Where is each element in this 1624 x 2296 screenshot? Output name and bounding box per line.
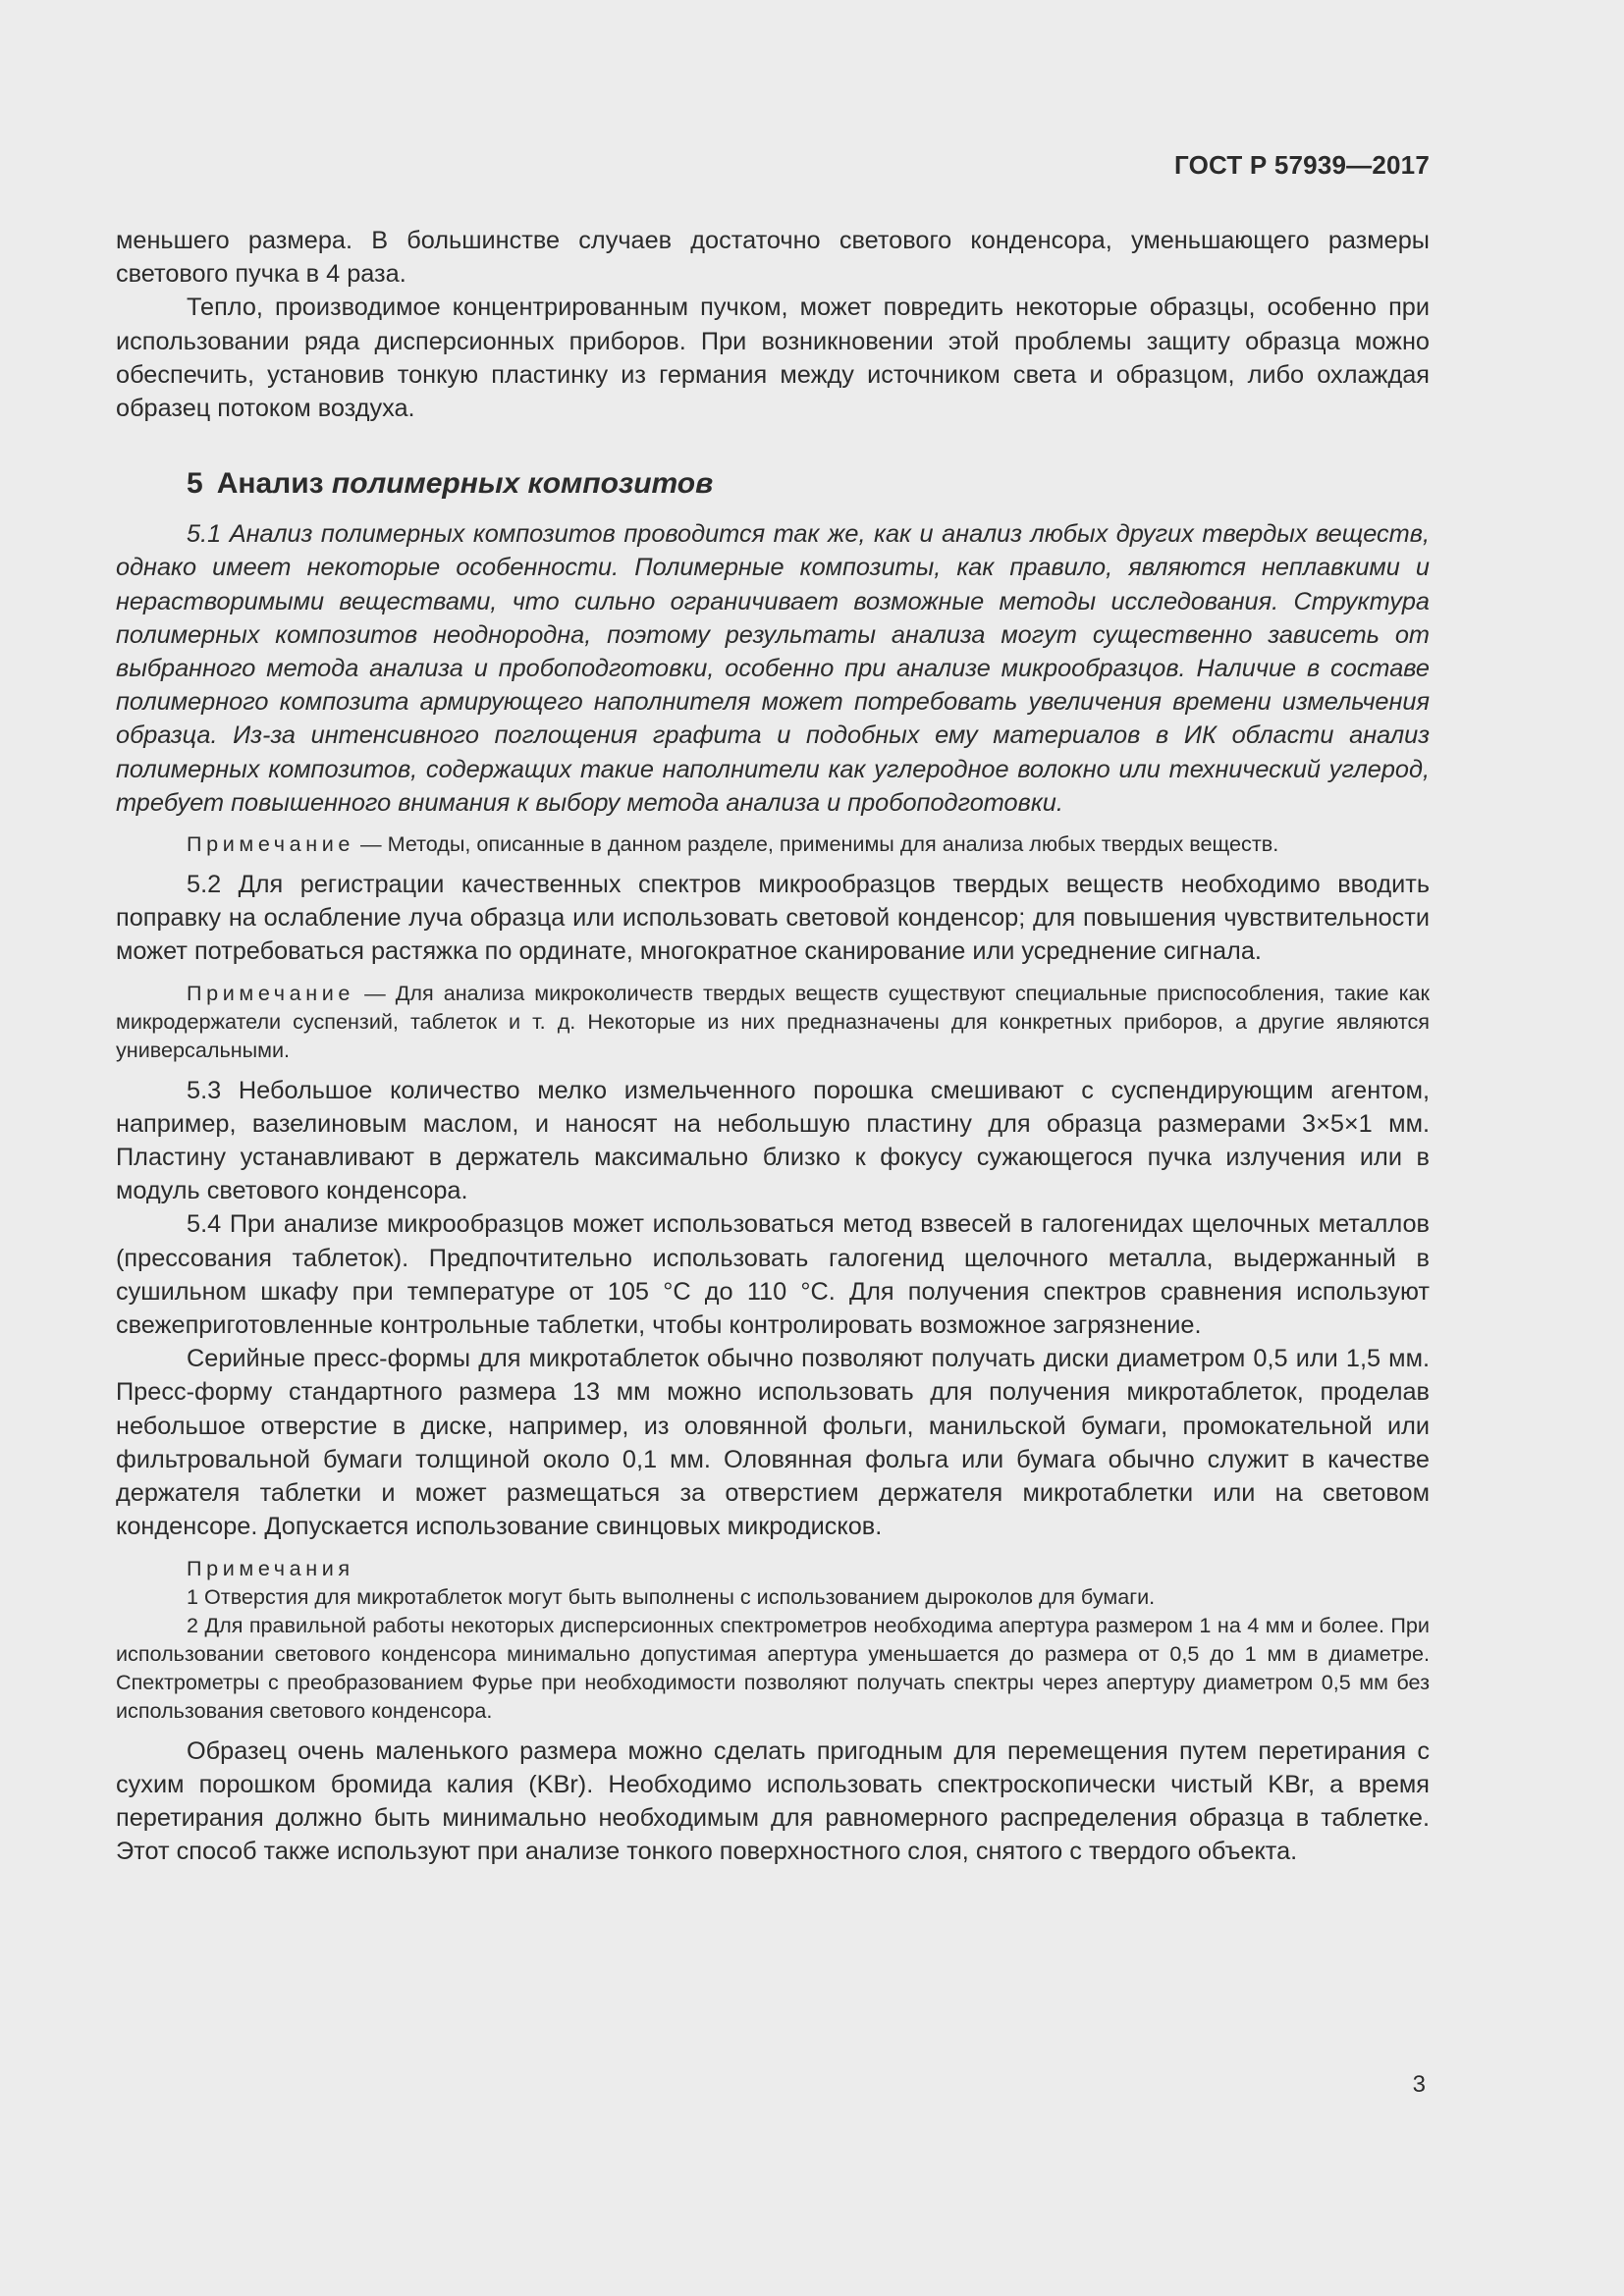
note-item-2: 2 Для правильной работы некоторых дисперсионных спектрометров необходима апертура размером 1 на 4 мм и более. При использовании светового конденсора минимально допустимая апертура уменьшается до размера от 0,5 до 1 мм в диаметре. Спектрометры с преобразованием Фурье при необходимости позволяют получать спектры через апертуру диаметром 0,5 мм без использования светового конденсора. <box>116 1612 1430 1723</box>
notes-block <box>116 1554 1430 1725</box>
document-id-header: ГОСТ Р 57939—2017 <box>1174 150 1430 180</box>
section-heading <box>116 464 1430 504</box>
clause-5-4-continued: Серийные пресс-формы для микротаблеток обычно позволяют получать диски диаметром 0,5 или 1,5 мм. Пресс-форму стандартного размера 13 мм можно использовать для получения микротаблеток, проделав небольшое отверстие в диске, например, из оловянной фольги, манильской бумаги, промокательной или фильтровальной бумаги толщиной около 0,1 мм. Оловянная фольга или бумага обычно служит в качестве держателя таблетки и может размещаться за отверстием держателя микротаблетки или на световом конденсоре. Допускается использование свинцовых микродисков. <box>116 1345 1430 1541</box>
section-title-plain: Анализ <box>216 467 324 501</box>
paragraph-continuation: меньшего размера. В большинстве случаев достаточно светового конденсора, уменьшающего размеры светового пучка в 4 раза. <box>116 227 1430 289</box>
paragraph-heat: Тепло, производимое концентрированным пучком, может повредить некоторые образцы, особенно при использовании ряда дисперсионных приборов. При возникновении этой проблемы защиту образца можно обеспечить, установив тонкую пластинку из германия между источником света и образцом, либо охлаждая образец потоком воздуха. <box>116 294 1430 423</box>
note-2 <box>116 979 1430 1064</box>
clause-5-1: 5.1 Анализ полимерных композитов проводится так же, как и анализ любых других твердых веществ, однако имеет некоторые особенности. Полимерные композиты, как правило, являются неплавкими и нерастворимыми веществами, что сильно ограничивает возможные методы исследования. Структура полимерных композитов неоднородна, поэтому результаты анализа могут существенно зависеть от выбранного метода анализа и пробоподготовки, особенно при анализе микрообразцов. Наличие в составе полимерного композита армирующего наполнителя может потребовать увеличения времени измельчения образца. Из-за интенсивного поглощения графита и подобных ему материалов в ИК области анализ полимерных композитов, содержащих такие наполнители как углеродное волокно или технический углерод, требует повышенного внимания к выбору метода анализа и пробоподготовки. <box>116 520 1430 817</box>
page-number: 3 <box>1412 2071 1426 2098</box>
paragraph-final: Образец очень маленького размера можно сделать пригодным для перемещения путем перетирания с сухим порошком бромида калия (KBr). Необходимо использовать спектроскопически чистый KBr, а время перетирания должно быть минимально необходимым для равномерного распределения образца в таблетке. Этот способ также используют при анализе тонкого поверхностного слоя, снятого с твердого объекта. <box>116 1736 1430 1866</box>
clause-5-3: 5.3 Небольшое количество мелко измельченного порошка смешивают с суспендирующим агентом, например, вазелиновым маслом, и наносят на небольшую пластину для образца размерами 3×5×1 мм. Пластину устанавливают в держатель максимально близко к фокусу сужающегося пучка излучения или в модуль светового конденсора. <box>116 1076 1430 1205</box>
section-number: 5 <box>187 467 203 501</box>
document-page <box>116 0 1430 2296</box>
note-text: — Для анализа микроколичеств твердых веществ существуют специальные приспособления, такие как микродержатели суспензий, таблеток и т. д. Некоторые из них предназначены для конкретных приборов, а другие являются универсальными. <box>116 980 1430 1062</box>
note-1 <box>116 829 1430 858</box>
note-label: Примечание <box>187 980 354 1005</box>
section-title-italic: полимерных композитов <box>331 467 714 501</box>
note-label: Примечание <box>187 831 354 857</box>
note-text: — Методы, описанные в данном разделе, применимы для анализа любых твердых веществ. <box>354 831 1279 857</box>
clause-5-2: 5.2 Для регистрации качественных спектров микрообразцов твердых веществ необходимо вводить поправку на ослабление луча образца или использовать световой конденсор; для повышения чувствительности может потребоваться растяжка по ординате, многократное сканирование или усреднение сигнала. <box>116 871 1430 966</box>
body-text <box>116 224 1430 1868</box>
clause-5-4: 5.4 При анализе микрообразцов может использоваться метод взвесей в галогенидах щелочных металлов (прессования таблеток). Предпочтительно использовать галогенид щелочного металла, выдержанный в сушильном шкафу при температуре от 105 °C до 110 °C. Для получения спектров сравнения используют свежеприготовленные контрольные таблетки, чтобы контролировать возможное загрязнение. <box>116 1210 1430 1340</box>
notes-label: Примечания <box>187 1555 354 1580</box>
note-item-1: 1 Отверстия для микротаблеток могут быть выполнены с использованием дыроколов для бумаги. <box>187 1583 1156 1609</box>
